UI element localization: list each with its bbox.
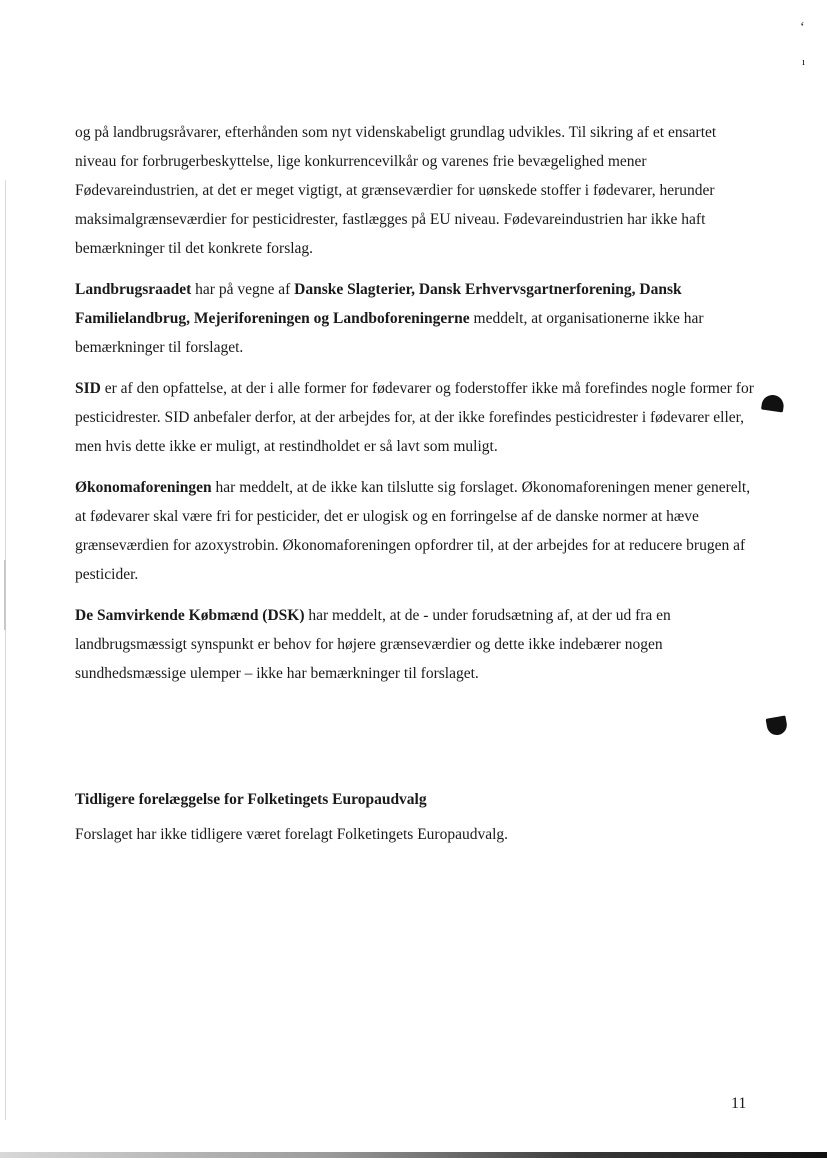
section-heading: Tidligere forelæggelse for Folketingets Europaudvalg [75,791,427,808]
scan-speck: ʻ [800,20,805,35]
binder-hole-mark-bottom [766,715,789,736]
paragraph-text: har meddelt, at de - under forudsætning af, at der ud fra en landbrugsmæssigt synspunkt er behov for højere grænseværdier og dette ikke indebærer nogen sundhedsmæssige ulemper – ikke har bemærkninger til forslaget. [75,607,671,682]
scan-edge-line [5,180,6,1120]
organization-name: De Samvirkende Købmænd (DSK) [75,607,305,624]
organization-name: Landbrugsraadet [75,281,192,298]
paragraph-text: har meddelt, at de ikke kan tilslutte sig forslaget. Økonomaforeningen mener generelt, at fødevarer skal være fri for pesticider, det er ulogisk og en forringelse af de danske normer at hæve grænseværdien for azoxystrobin. Økonomaforeningen opfordrer til, at der arbejdes for at reducere brugen af pesticider. [75,479,751,583]
paragraph-sid [75,374,755,461]
paragraph-dsk [75,601,755,688]
paragraph-text: meddelt, at organisationerne ikke har bemærkninger til forslaget. [75,310,704,356]
paragraph-text: og på landbrugsråvarer, efterhånden som nyt videnskabeligt grundlag udvikles. Til sikring af et ensartet niveau for forbrugerbeskyttelse, lige konkurrencevilkår og varenes frie bevægelighed mener Fødevareindustrien, at det er meget vigtigt, at grænseværdier for uønskede stoffer i fødevarer, herunder maksimalgrænseværdier for pesticidrester, fastlægges på EU niveau. Fødevareindustrien har ikke haft bemærkninger til det konkrete forslag. [75,124,717,257]
scan-speck: ı [802,56,806,68]
paragraph-landbrugsraadet [75,275,755,362]
scan-edge-mark [4,560,6,630]
paragraph-text: er af den opfattelse, at der i alle former for fødevarer og foderstoffer ikke må forefindes nogle former for pesticidrester. SID anbefaler derfor, at der arbejdes for, at der ikke forefindes pesticidrester i fødevarer eller, men hvis dette ikke er muligt, at restindholdet er så lavt som muligt. [75,380,754,455]
paragraph-text: har på vegne af [191,281,295,298]
page-number: 11 [731,1095,747,1112]
paragraph-foedevareindustrien [75,118,755,263]
organization-name: SID [75,380,101,397]
scan-bottom-edge [0,1152,827,1158]
organization-name: Økonomaforeningen [75,479,212,496]
binder-hole-mark-top [761,394,785,413]
document-body [75,118,755,700]
organization-names: Danske Slagterier, Dansk Erhvervsgartnerforening, Dansk Familielandbrug, Mejeriforeningen og Landboforeningerne [75,281,682,327]
paragraph-oekonomaforeningen [75,473,755,589]
section-text: Forslaget har ikke tidligere været forelagt Folketingets Europaudvalg. [75,826,509,843]
